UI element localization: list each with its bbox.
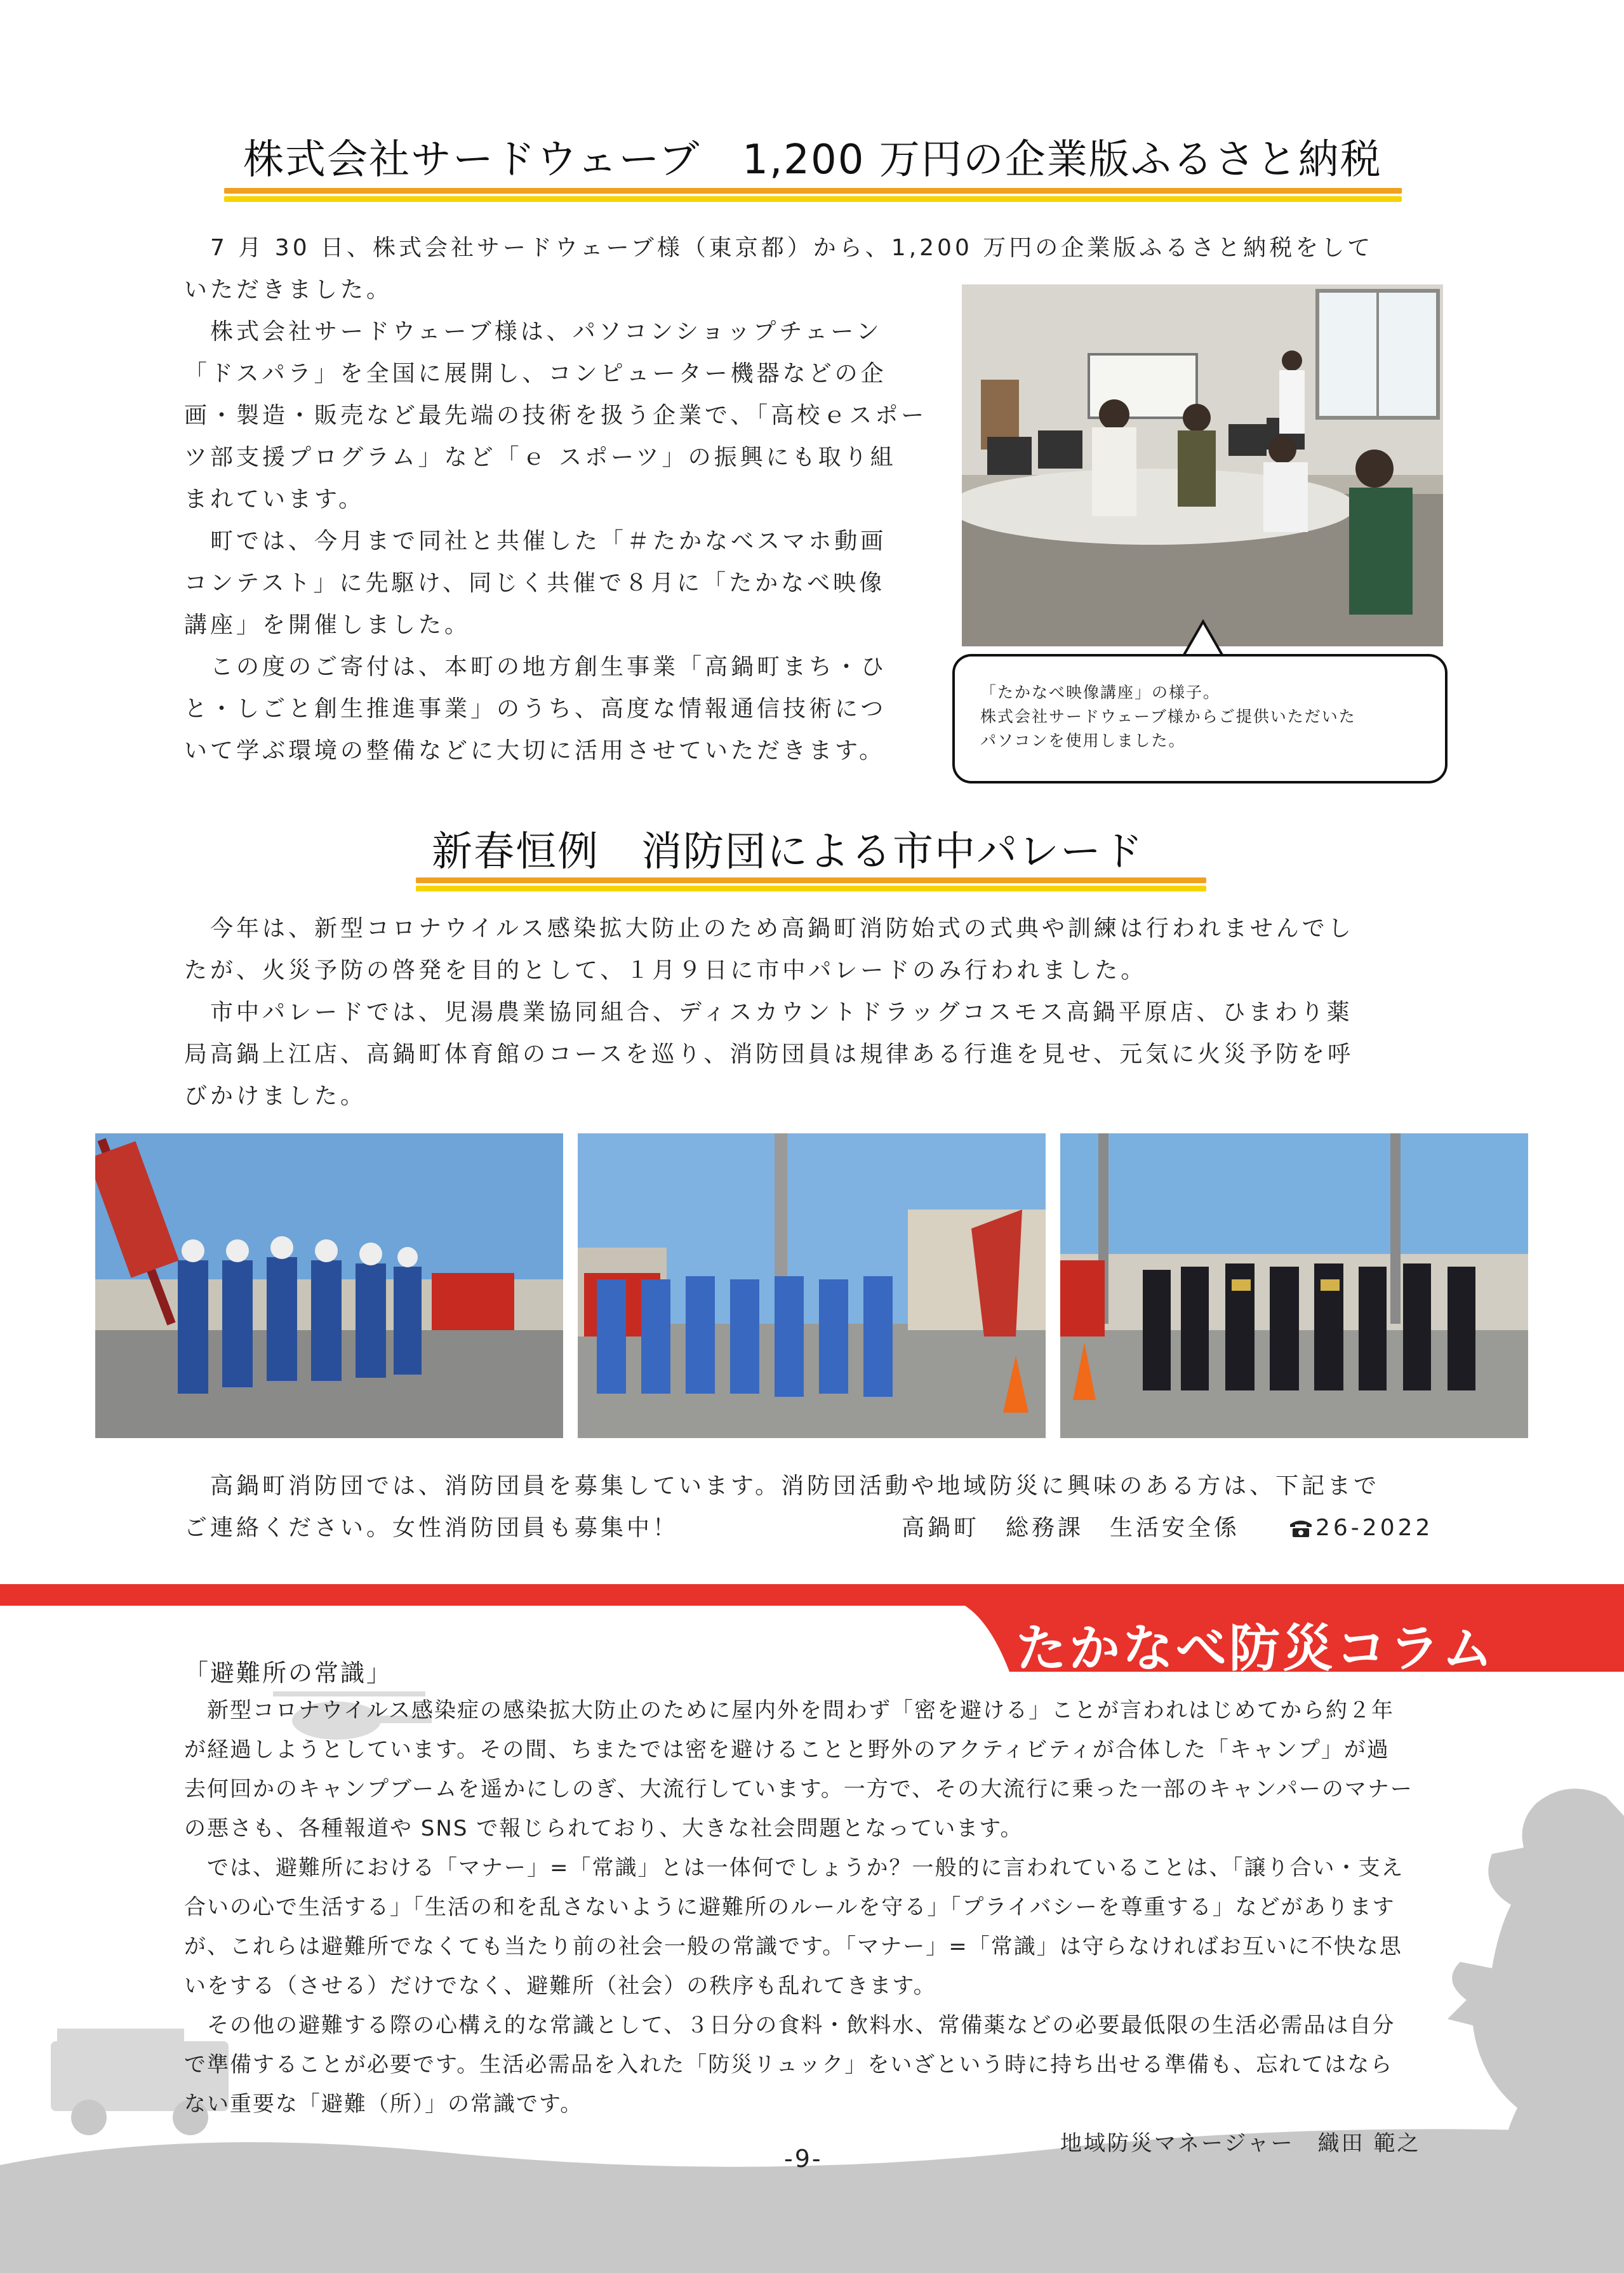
column-author: 地域防災マネージャー 織田 範之: [1060, 2131, 1421, 2156]
article1-line: この度のご寄付は、本町の地方創生事業「高鍋町まち・ひ: [184, 654, 888, 680]
contact-department: 高鍋町 総務課 生活安全係: [902, 1515, 1241, 1541]
article1-line: 「ドスパラ」を全国に展開し、コンピューター機器などの企: [184, 361, 887, 387]
article2-line: 市中パレードでは、児湯農業協同組合、ディスカウントドラッグコスモス高鍋平原店、ひまわり薬: [184, 999, 1353, 1025]
caption-line: 「たかなべ映像講座」の様子。: [980, 683, 1221, 702]
article2-title-underline-yellow: [416, 886, 1206, 891]
article2-title-underline-orange: [416, 877, 1206, 883]
article1-line: いて学ぶ環境の整備などに大切に活用させていただきます。: [184, 738, 886, 764]
column-line: 去何回かのキャンプブームを遥かにしのぎ、大流行しています。一方で、その大流行に乗った一部のキャンパーのマナー: [184, 1776, 1413, 1802]
article2-line: 局高鍋上江店、高鍋町体育館のコースを巡り、消防団員は規律ある行進を見せ、元気に火災予防を呼: [184, 1041, 1354, 1067]
article1-line: 講座」を開催しました。: [184, 612, 471, 638]
article2-line: びかけました。: [184, 1083, 367, 1109]
column-banner-title: たかなべ防災コラム: [1016, 1618, 1496, 1678]
caption-line: パソコンを使用しました。: [980, 731, 1186, 750]
column-line: が経過しようとしています。その間、ちまたでは密を避けることと野外のアクティビティが合体した「キャンプ」が過: [184, 1737, 1390, 1763]
column-heading: 「避難所の常識」: [184, 1659, 393, 1687]
article2-body: [184, 908, 1354, 1117]
article1-line: まれています。: [184, 486, 365, 512]
column-line: の悪さも、各種報道や SNS で報じられており、大きな社会問題となっています。: [184, 1816, 1023, 1841]
contact-phone: 26-2022: [1315, 1515, 1434, 1541]
photo-caption-bubble: [952, 654, 1448, 783]
article1-title-underline-yellow: [224, 196, 1402, 202]
article1-line: ツ部支援プログラム」など「ｅ スポーツ」の振興にも取り組: [184, 444, 896, 470]
parade-photo-2: [578, 1133, 1046, 1438]
caption-line: 株式会社サードウェーブ様からご提供いただいた: [980, 707, 1356, 726]
column-line: で準備することが必要です。生活必需品を入れた「防災リュック」をいざという時に持ち出せる準備も、忘れてはなら: [184, 2052, 1394, 2077]
article1-line: いただきました。: [184, 277, 393, 303]
column-line: が、これらは避難所でなくても当たり前の社会一般の常識です。「マナー」=「常識」は守らなければお互いに不快な思: [184, 1934, 1402, 1959]
classroom-photo: [962, 284, 1443, 646]
recruit-line: ご連絡ください。女性消防団員も募集中！: [184, 1515, 679, 1541]
article1-line: 町では、今月まで同社と共催した「＃たかなべスマホ動画: [184, 528, 887, 554]
parade-photo-1: [95, 1133, 563, 1438]
column-body: [184, 1691, 1413, 2124]
column-line: その他の避難する際の心構え的な常識として、３日分の食料・飲料水、常備薬などの必要最低限の生活必需品は自分: [184, 2013, 1395, 2038]
article1-title: 株式会社サードウェーブ 1,200 万円の企業版ふるさと納税: [243, 137, 1382, 183]
page-number: -9-: [784, 2145, 823, 2173]
bubble-tail: [1181, 619, 1225, 657]
article2-line: たが、火災予防の啓発を目的として、１月９日に市中パレードのみ行われました。: [184, 957, 1147, 983]
article1-line: 画・製造・販売など最先端の技術を扱う企業で、「高校ｅスポー: [184, 403, 928, 429]
article1-line: 7 月 30 日、株式会社サードウェーブ様（東京都）から、1,200 万円の企業版ふるさと納税をして: [184, 235, 1374, 261]
telephone-icon: [1289, 1518, 1313, 1538]
column-line: いをする（させる）だけでなく、避難所（社会）の秩序も乱れてきます。: [184, 1973, 936, 1999]
article1-line: 株式会社サードウェーブ様は、パソコンショップチェーン: [184, 319, 882, 345]
column-line: 合いの心で生活する」「生活の和を乱さないように避難所のルールを守る」「プライバシーを尊重する」などがあります: [184, 1895, 1395, 1920]
parade-photo-3: [1060, 1133, 1528, 1438]
article2-line: 今年は、新型コロナウイルス感染拡大防止のため高鍋町消防始式の式典や訓練は行われませんでし: [184, 916, 1354, 942]
article1-line: コンテスト」に先駆け、同じく共催で８月に「たかなべ映像: [184, 570, 886, 596]
column-line: ない重要な「避難（所）」の常識です。: [184, 2091, 583, 2117]
article1-title-underline-orange: [224, 188, 1402, 194]
column-line: では、避難所における「マナー」=「常識」とは一体何でしょうか？一般的に言われていることは、「譲り合い・支え: [184, 1855, 1404, 1881]
article1-line: と・しごと創生推進事業」のうち、高度な情報通信技術につ: [184, 696, 887, 722]
column-line: 新型コロナウイルス感染症の感染拡大防止のために屋内外を問わず「密を避ける」ことが言われはじめてから約２年: [184, 1698, 1394, 1723]
recruit-line: 高鍋町消防団では、消防団員を募集しています。消防団活動や地域防災に興味のある方は、下記まで: [184, 1473, 1380, 1499]
article2-title: 新春恒例 消防団による市中パレード: [432, 829, 1144, 876]
